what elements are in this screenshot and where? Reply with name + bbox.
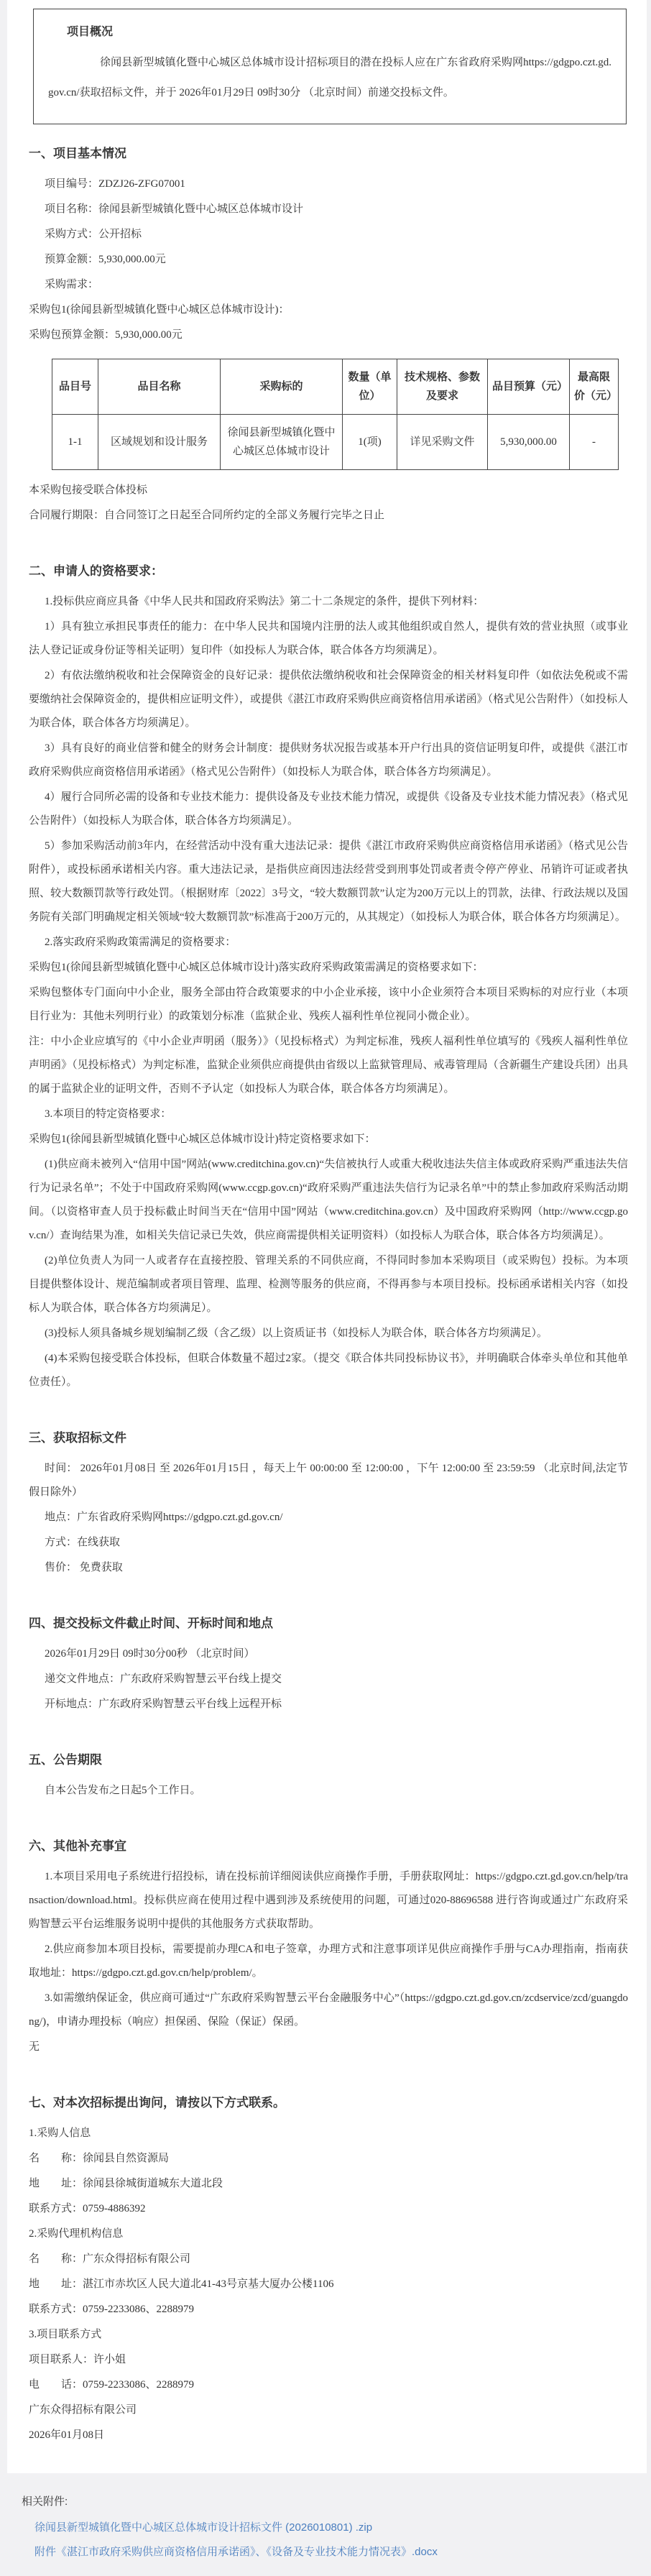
qualification-paragraph: (3)投标人须具备城乡规划编制乙级（含乙级）以上资质证书（如投标人为联合体，联合体各方均须满足）。 [45, 1328, 548, 1339]
package-title: 采购包1(徐闻县新型城镇化暨中心城区总体城市设计)： [29, 304, 290, 316]
qualification-paragraph: 采购包整体专门面向中小企业，服务全部由符合政策要求的中小企业承接，该中小企业须符合本项目采购标的对应行业（本项目行业为：其他未列明行业）的政策划分标准（监狱企业、残疾人福利性单位视同小微企业）。 [29, 987, 628, 1022]
section-obtain-heading: 三、获取招标文件 [29, 1431, 126, 1445]
section-deadline-heading: 四、提交投标文件截止时间、开标时间和地点 [29, 1616, 273, 1630]
procurement-items-table [52, 359, 619, 470]
qualification-paragraph: 2）有依法缴纳税收和社会保障资金的良好记录：提供依法缴纳税收和社会保障资金的相关材料复印件（如依法免税或不需要缴纳社会保障资金的，提供相应证明文件），或提供《湛江市政府采购供应商资格信用承诺函》（格式见公告附件）（如投标人为联合体，联合体各方均须满足）。 [29, 670, 628, 729]
cell-subject: 徐闻县新型城镇化暨中心城区总体城市设计 [221, 415, 343, 470]
qualification-paragraph: 4）履行合同所必需的设备和专业技术能力：提供设备及专业技术能力情况，或提供《设备及专业技术能力情况表》（格式见公告附件）（如投标人为联合体，联合体各方均须满足）。 [29, 791, 628, 827]
purchaser-name: 名 称：徐闻县自然资源局 [29, 2153, 170, 2164]
col-header-subject: 采购标的 [221, 359, 343, 415]
accept-joint-note: 本采购包接受联合体投标 [29, 484, 148, 496]
cell-item-name: 区域规划和设计服务 [98, 415, 221, 470]
agency-name: 名 称：广东众得招标有限公司 [29, 2253, 191, 2265]
cell-item-no: 1-1 [52, 415, 98, 470]
cell-quantity: 1(项) [343, 415, 397, 470]
notice-period-body: 自本公告发布之日起5个工作日。 [45, 1785, 201, 1796]
project-contact-phone: 电 话：0759-2233086、2288979 [29, 2379, 194, 2391]
qualification-paragraph: 采购包1(徐闻县新型城镇化暨中心城区总体城市设计)特定资格要求如下： [29, 1133, 376, 1145]
qualification-paragraph: (4)本采购包接受联合体投标，但联合体数量不超过2家。（提交《联合体共同投标协议书》，并明确联合体牵头单位和其他单位责任）。 [29, 1353, 628, 1388]
obtain-method: 方式：在线获取 [45, 1537, 121, 1548]
qualification-paragraph: 3.本项目的特定资格要求： [45, 1108, 172, 1120]
attachments-label: 相关附件: [22, 2496, 68, 2508]
col-header-item-no: 品目号 [52, 359, 98, 415]
col-header-quantity: 数量（单位） [343, 359, 397, 415]
deadline-submit-place: 递交文件地点：广东政府采购智慧云平台线上提交 [45, 1673, 282, 1685]
qualification-paragraph: 注：中小企业应填写的《中小企业声明函（服务）》（见投标格式）为判定标准，残疾人福利性单位填写的《残疾人福利性单位声明函》（见投标格式）为判定标准，监狱企业须供应商提供由省级以上监狱管理局、戒毒管理局（含新疆生产建设兵团）出具的属于监狱企业的证明文件，否则不予认定（如投标人为联合体，联合体各方均须满足）。 [29, 1036, 628, 1095]
qualification-paragraph: 3）具有良好的商业信誉和健全的财务会计制度：提供财务状况报告或基本开户行出具的资信证明复印件，或提供《湛江市政府采购供应商资格信用承诺函》（格式见公告附件）（如投标人为联合体，联合体各方均须满足）。 [29, 742, 628, 778]
purchaser-phone: 联系方式：0759-4886392 [29, 2203, 146, 2214]
project-number: 项目编号：ZDZJ26-ZFG07001 [45, 178, 185, 190]
project-name: 项目名称：徐闻县新型城镇化暨中心城区总体城市设计 [45, 203, 304, 215]
overview-title: 项目概况 [67, 26, 114, 38]
col-header-spec: 技术规格、参数及要求 [397, 359, 488, 415]
demand-label: 采购需求： [45, 279, 99, 290]
attachment-link-docx[interactable]: 附件《湛江市政府采购供应商资格信用承诺函》、《设备及专业技术能力情况表》.docx [34, 2546, 438, 2558]
col-header-item-name: 品目名称 [98, 359, 221, 415]
qualification-paragraph: 1.投标供应商应具备《中华人民共和国政府采购法》第二十二条规定的条件，提供下列材料： [45, 596, 484, 607]
agency-phone: 联系方式：0759-2233086、2288979 [29, 2304, 194, 2315]
announcement-page [7, 0, 647, 2473]
other-item: 1.本项目采用电子系统进行招投标，请在投标前详细阅读供应商操作手册，手册获取网址：https://gdgpo.czt.gd.gov.cn/help/transaction/download.html。投标供应商在使用过程中遇到涉及系统使用的问题，可通过020-88696588 进行咨询或通过广东政府采购智慧云平台运维服务说明中提供的其他服务方式获取帮助。 [29, 1871, 628, 1930]
deadline-datetime: 2026年01月29日 09时30分00秒 （北京时间） [45, 1648, 255, 1660]
section-other-heading: 六、其他补充事宜 [29, 1839, 126, 1853]
qualification-paragraph: (2)单位负责人为同一人或者存在直接控股、管理关系的不同供应商，不得同时参加本采购项目（或采购包）投标。为本项目提供整体设计、规范编制或者项目管理、监理、检测等服务的供应商，不得再参与本项目投标。投标函承诺相关内容（如投标人为联合体，联合体各方均须满足）。 [29, 1255, 628, 1314]
qualification-paragraph: 2.落实政府采购政策需满足的资格要求： [45, 937, 236, 948]
other-item: 2.供应商参加本项目投标，需要提前办理CA和电子签章，办理方式和注意事项详见供应商操作手册与CA办理指南，指南获取地址：https://gdgpo.czt.gd.gov.cn/help/problem/。 [29, 1944, 628, 1979]
section-notice-period-heading: 五、公告期限 [29, 1753, 102, 1767]
signature-company: 广东众得招标有限公司 [29, 2404, 137, 2416]
obtain-place: 地点：广东省政府采购网https://gdgpo.czt.gd.gov.cn/ [45, 1512, 283, 1523]
cell-max-price: - [570, 415, 619, 470]
signature-date: 2026年01月08日 [29, 2429, 105, 2441]
section-qualification-heading: 二、申请人的资格要求： [29, 564, 163, 578]
other-none: 无 [29, 2041, 40, 2053]
obtain-price: 售价： 免费获取 [45, 1562, 123, 1573]
attachments-section [0, 2473, 651, 2576]
procurement-method: 采购方式：公开招标 [45, 229, 142, 240]
budget-amount: 预算金额：5,930,000.00元 [45, 254, 166, 265]
section-basic-heading: 一、项目基本情况 [29, 147, 126, 160]
obtain-time: 时间： 2026年01月08日 至 2026年01月15日 ，每天上午 00:00:00 至 12:00:00 ，下午 12:00:00 至 23:59:59 （北京时间,法定节假日除外） [29, 1463, 628, 1498]
purchaser-title: 1.采购人信息 [29, 2128, 91, 2139]
agency-title: 2.采购代理机构信息 [29, 2228, 124, 2240]
deadline-open-place: 开标地点：广东政府采购智慧云平台线上远程开标 [45, 1698, 282, 1710]
project-overview-box [33, 9, 627, 124]
overview-body: 徐闻县新型城镇化暨中心城区总体城市设计招标项目的潜在投标人应在广东省政府采购网https://gdgpo.czt.gd.gov.cn/获取招标文件，并于 2026年01月29日 09时30分 （北京时间）前递交投标文件。 [48, 57, 611, 98]
col-header-max-price: 最高限价（元） [570, 359, 619, 415]
qualification-paragraph: 5）参加采购活动前3年内，在经营活动中没有重大违法记录：提供《湛江市政府采购供应商资格信用承诺函》（格式见公告附件），或投标函承诺相关内容。重大违法记录，是指供应商因违法经营受到刑事处罚或者责令停产停业、吊销许可证或者执照、较大数额罚款等行政处罚。（根据财库〔2022〕3号文，“较大数额罚款”认定为200万元以上的罚款，法律、行政法规以及国务院有关部门明确规定相关领域“较大数额罚款”标准高于200万元的，从其规定）（如投标人为联合体，联合体各方均须满足）。 [29, 840, 628, 923]
project-contact-title: 3.项目联系方式 [29, 2329, 102, 2340]
qualification-paragraph: 1）具有独立承担民事责任的能力：在中华人民共和国境内注册的法人或其他组织或自然人，提供有效的营业执照（或事业法人登记证或身份证等相关证明）复印件（如投标人为联合体，联合体各方均须满足）。 [29, 621, 628, 656]
table-header-row [52, 359, 619, 415]
cell-spec: 详见采购文件 [397, 415, 488, 470]
package-budget: 采购包预算金额：5,930,000.00元 [29, 329, 183, 341]
agency-address: 地 址：湛江市赤坎区人民大道北41-43号京基大厦办公楼1106 [29, 2278, 334, 2290]
project-contact-person: 项目联系人：许小姐 [29, 2354, 126, 2365]
purchaser-address: 地 址：徐闻县徐城街道城东大道北段 [29, 2178, 223, 2189]
table-row [52, 415, 619, 470]
other-item: 3.如需缴纳保证金，供应商可通过“广东政府采购智慧云平台金融服务中心”（https://gdgpo.czt.gd.gov.cn/zcdservice/zcd/guangdong/)，申请办理投标（响应）担保函、保险（保证）保函。 [29, 1992, 628, 2028]
attachment-link-zip[interactable]: 徐闻县新型城镇化暨中心城区总体城市设计招标文件 (2026010801) .zip [34, 2521, 373, 2534]
qualification-paragraph: 采购包1(徐闻县新型城镇化暨中心城区总体城市设计)落实政府采购政策需满足的资格要求如下： [29, 962, 484, 973]
col-header-budget: 品目预算（元） [488, 359, 570, 415]
cell-budget: 5,930,000.00 [488, 415, 570, 470]
contract-term: 合同履行期限：自合同签订之日起至合同所约定的全部义务履行完毕之日止 [29, 510, 385, 521]
qualification-paragraph: (1)供应商未被列入“信用中国”网站(www.creditchina.gov.cn)“失信被执行人或重大税收违法失信主体或政府采购严重违法失信行为记录名单”；不处于中国政府采购网(www.ccgp.gov.cn)“政府采购严重违法失信行为记录名单”中的禁止参加政府采购活动期间。（以资格审查人员于投标截止时间当天在“信用中国”网站（www.creditchina.gov.cn）及中国政府采购网（http://www.ccgp.gov.cn/）查询结果为准，如相关失信记录已失效，供应商需提供相关证明资料）（如投标人为联合体，联合体各方均须满足）。 [29, 1159, 628, 1241]
section-contact-heading: 七、对本次招标提出询问，请按以下方式联系。 [29, 2096, 285, 2110]
